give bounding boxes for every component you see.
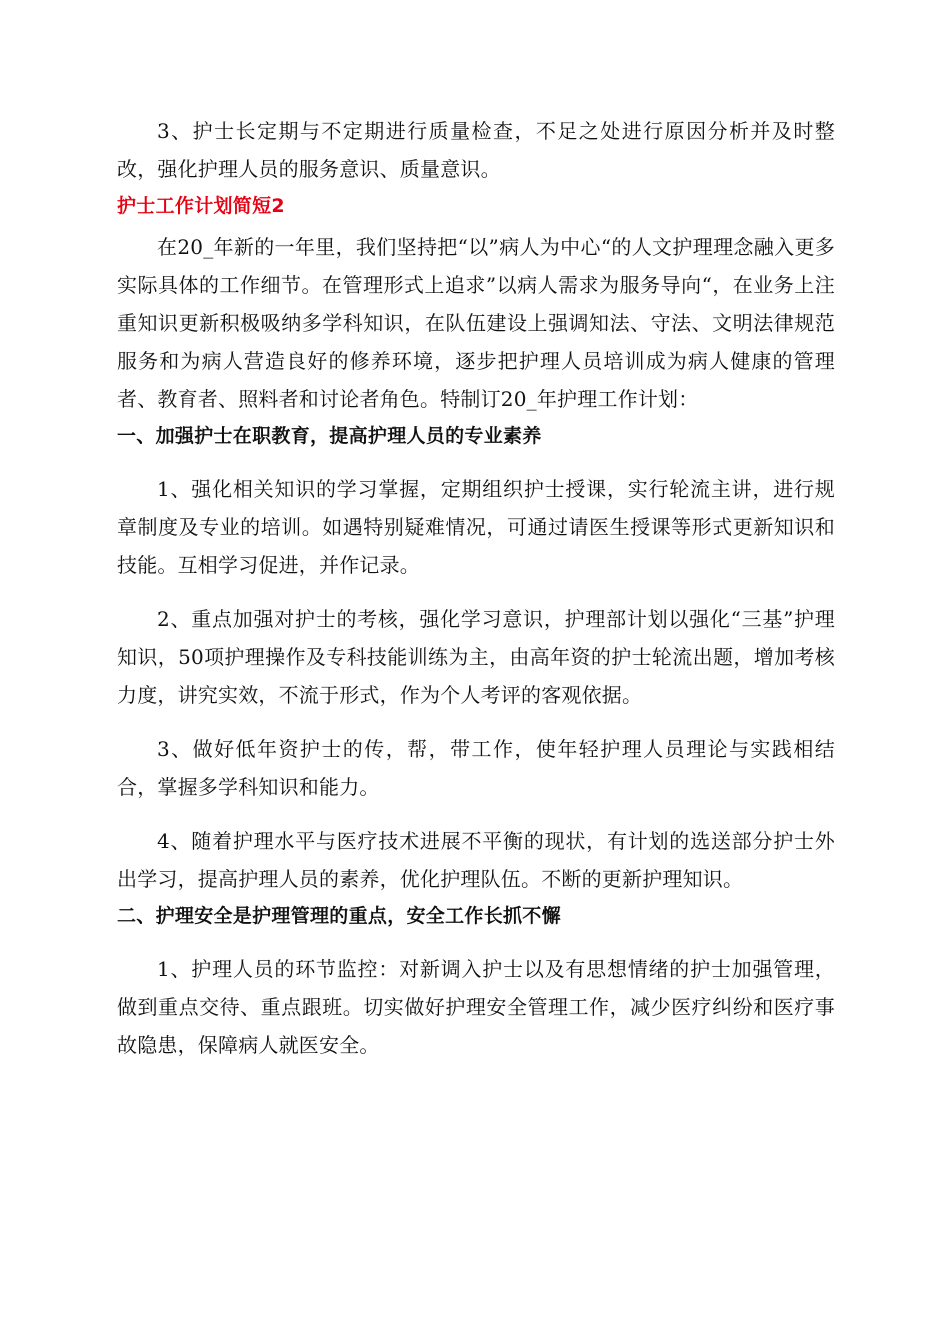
section-2-item-1: 1、护理人员的环节监控：对新调入护士以及有思想情绪的护士加强管理，做到重点交待、重点跟班。切实做好护理安全管理工作，减少医疗纠纷和医疗事故隐患，保障病人就医安全。 [117,957,835,1057]
paragraph-intro-3: 3、护士长定期与不定期进行质量检查，不足之处进行原因分析并及时整改，强化护理人员的服务意识、质量意识。 [117,119,835,181]
section-1-item-1: 1、强化相关知识的学习掌握，定期组织护士授课，实行轮流主讲，进行规章制度及专业的培训。如遇特别疑难情况，可通过请医生授课等形式更新知识和技能。互相学习促进，并作记录。 [117,477,835,577]
paragraph-opening: 在20_年新的一年里，我们坚持把“以”病人为中心“的人文护理理念融入更多实际具体的工作细节。在管理形式上追求”以病人需求为服务导向“，在业务上注重知识更新积极吸纳多学科知识，在队伍建设上强调知法、守法、文明法律规范服务和为病人营造良好的修养环境，逐步把护理人员培训成为病人健康的管理者、教育者、照料者和讨论者角色。特制订20_年护理工作计划： [117,235,835,411]
document-page [117,112,835,1064]
document-title: 护士工作计划简短2 [117,195,285,217]
section-2-heading: 二、护理安全是护理管理的重点，安全工作长抓不懈 [117,905,561,927]
section-1-heading: 一、加强护士在职教育，提高护理人员的专业素养 [117,425,542,447]
section-1-item-4: 4、随着护理水平与医疗技术进展不平衡的现状，有计划的选送部分护士外出学习，提高护理人员的素养，优化护理队伍。不断的更新护理知识。 [117,829,835,891]
section-1-item-3: 3、做好低年资护士的传，帮，带工作，使年轻护理人员理论与实践相结合，掌握多学科知识和能力。 [117,737,835,799]
section-1-item-2: 2、重点加强对护士的考核，强化学习意识，护理部计划以强化“三基”护理知识，50项护理操作及专科技能训练为主，由高年资的护士轮流出题，增加考核力度，讲究实效，不流于形式，作为个人考评的客观依据。 [117,607,835,707]
